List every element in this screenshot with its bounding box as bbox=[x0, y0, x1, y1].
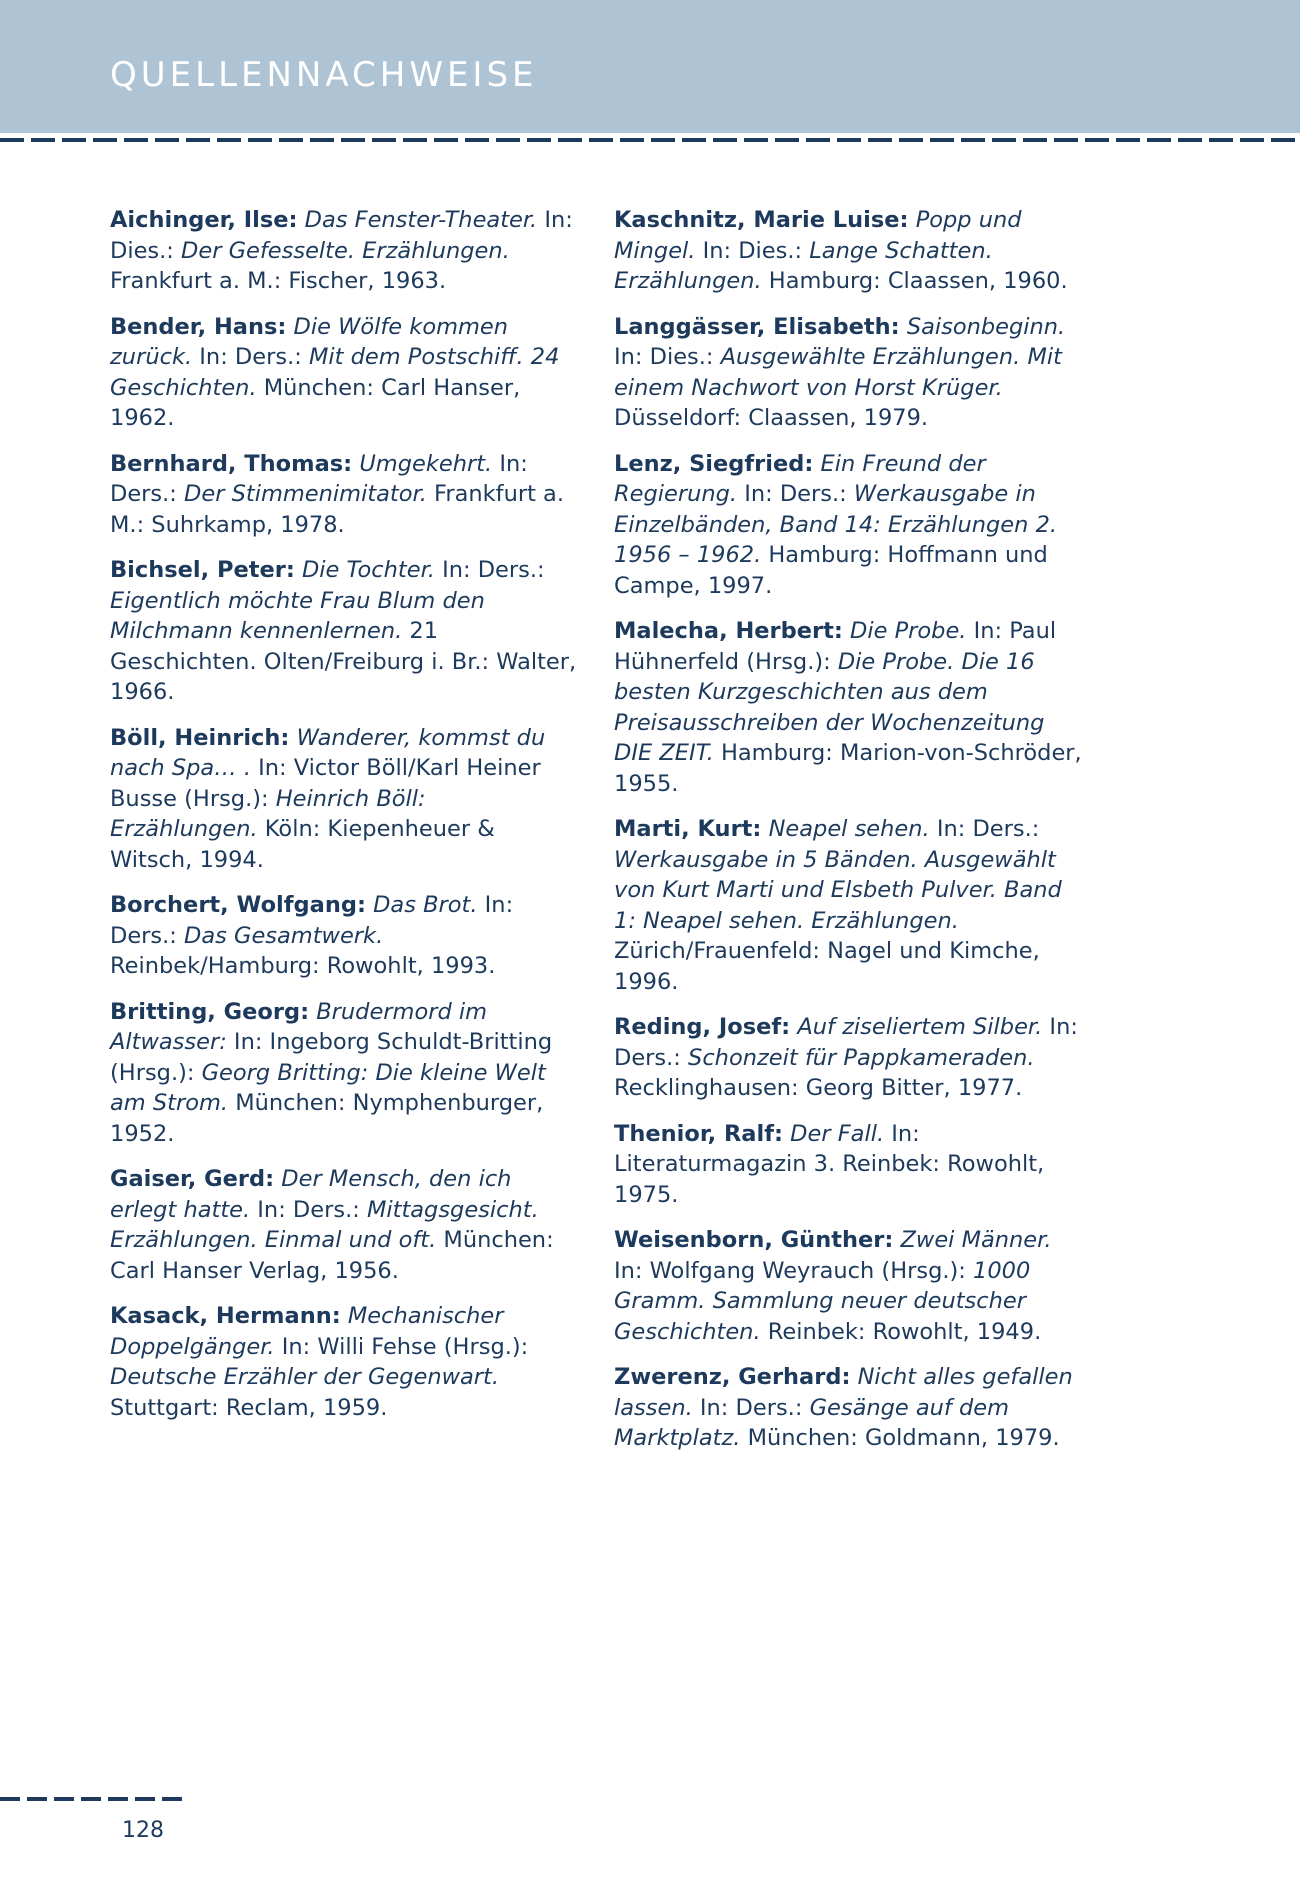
reference-entry bbox=[614, 616, 1084, 799]
reference-work-title: Neapel sehen. bbox=[768, 816, 930, 842]
reference-author: Reding, Josef: bbox=[614, 1014, 791, 1040]
reference-entry bbox=[110, 312, 580, 434]
reference-text: In: Ders.: bbox=[692, 1394, 810, 1421]
reference-entry bbox=[110, 205, 580, 297]
reference-entry bbox=[110, 1301, 580, 1423]
reference-text: Recklinghausen: Georg Bitter, 1977. bbox=[614, 1075, 1023, 1101]
references-left-column bbox=[110, 205, 580, 1438]
reference-entry bbox=[110, 723, 580, 876]
reference-work-title: Wanderer, kommst du nach Spa… . bbox=[110, 724, 546, 781]
page-title: QUELLENNACHWEISE bbox=[110, 55, 538, 95]
reference-author: Aichinger, Ilse: bbox=[110, 207, 298, 233]
reference-text: In: Ders.: bbox=[614, 1014, 1078, 1071]
reference-entry bbox=[614, 1012, 1084, 1104]
reference-author: Kasack, Hermann: bbox=[110, 1303, 341, 1329]
reference-author: Britting, Georg: bbox=[110, 998, 310, 1025]
reference-work-title: Saisonbeginn. bbox=[906, 313, 1066, 340]
reference-work-title: Mechanischer Doppelgänger. bbox=[110, 1303, 504, 1360]
reference-entry bbox=[110, 890, 580, 982]
reference-entry bbox=[614, 1362, 1084, 1454]
reference-text: München: Goldmann, 1979. bbox=[740, 1425, 1060, 1451]
reference-entry bbox=[614, 449, 1084, 602]
reference-work-title: Der Fall. bbox=[790, 1120, 885, 1147]
reference-work-title: Der Gefesselte. Erzählungen. bbox=[181, 237, 510, 264]
reference-text: München: Carl Hanser, 1962. bbox=[110, 374, 521, 431]
reference-entry bbox=[110, 1164, 580, 1286]
reference-text: Hamburg: Marion-von-Schröder, 1955. bbox=[614, 740, 1082, 797]
reference-author: Malecha, Herbert: bbox=[614, 618, 843, 644]
reference-text: Frankfurt a. M.: Suhrkamp, 1978. bbox=[110, 481, 564, 538]
reference-author: Weisenborn, Günther: bbox=[614, 1227, 894, 1253]
reference-entry bbox=[110, 449, 580, 541]
footer-dashed-rule bbox=[0, 1797, 184, 1801]
reference-text: In: Ders.: bbox=[737, 481, 854, 507]
reference-work-title: Lange Schatten. Erzählungen. bbox=[614, 237, 993, 294]
reference-entry bbox=[110, 555, 580, 708]
reference-work-title: Mit dem Postschiff. 24 Geschichten. bbox=[110, 344, 560, 401]
reference-work-title: Gesänge auf dem Marktplatz. bbox=[614, 1394, 1010, 1451]
reference-text: In: Ingeborg Schuldt-Britting (Hrsg.): bbox=[110, 1029, 553, 1086]
reference-work-title: Werkausgabe in 5 Bänden. Ausgewählt von Kurt Marti und Elsbeth Pulver. Band 1: Neapel sehen. Erzählungen. bbox=[614, 846, 1062, 934]
reference-work-title: Heinrich Böll: Erzählungen. bbox=[110, 785, 426, 842]
reference-entry bbox=[110, 997, 580, 1150]
reference-work-title: Ein Freund der Regierung. bbox=[614, 450, 986, 507]
reference-text: München: Nymphenburger, 1952. bbox=[110, 1090, 544, 1147]
references-right-column bbox=[614, 205, 1084, 1469]
reference-work-title: Das Fenster-Theater. bbox=[304, 207, 538, 233]
reference-text: In: Ders.: bbox=[929, 816, 1040, 842]
reference-text: Zürich/Frauenfeld: Nagel und Kimche, 1996. bbox=[614, 938, 1040, 995]
reference-text: In: Literaturmagazin 3. Reinbek: Rowohlt, 1975. bbox=[614, 1120, 1045, 1208]
reference-work-title: Eigentlich möchte Frau Blum den Milchmann kennenlernen. bbox=[110, 587, 485, 644]
reference-work-title: Der Mensch, den ich erlegt hatte. bbox=[110, 1166, 512, 1223]
reference-text: In: Willi Fehse (Hrsg.): bbox=[274, 1333, 529, 1360]
reference-text: München: Carl Hanser Verlag, 1956. bbox=[110, 1227, 554, 1284]
reference-author: Bender, Hans: bbox=[110, 313, 287, 340]
reference-author: Lenz, Siegfried: bbox=[614, 450, 814, 477]
reference-author: Bernhard, Thomas: bbox=[110, 450, 353, 477]
reference-work-title: Die Probe. bbox=[850, 618, 967, 644]
reference-author: Borchert, Wolfgang: bbox=[110, 892, 366, 918]
reference-entry bbox=[614, 814, 1084, 997]
reference-author: Zwerenz, Gerhard: bbox=[614, 1364, 851, 1390]
reference-author: Böll, Heinrich: bbox=[110, 724, 290, 751]
reference-text: Reinbek: Rowohlt, 1949. bbox=[760, 1318, 1042, 1345]
reference-author: Thenior, Ralf: bbox=[614, 1120, 783, 1147]
reference-text: In: Dies.: bbox=[110, 207, 573, 264]
reference-work-title: Nicht alles gefallen lassen. bbox=[614, 1364, 1073, 1421]
reference-text: Stuttgart: Reclam, 1959. bbox=[110, 1394, 388, 1421]
reference-work-title: Werkausgabe in Einzelbänden, Band 14: Erzählungen 2. 1956 – 1962. bbox=[614, 481, 1058, 568]
reference-text: In: Ders.: bbox=[192, 344, 309, 370]
reference-work-title: Mittagsgesicht. Erzählungen. Einmal und oft. bbox=[110, 1196, 539, 1253]
reference-work-title: Das Brot. bbox=[373, 892, 478, 918]
reference-author: Langgässer, Elisabeth: bbox=[614, 313, 900, 340]
reference-text: In: Ders.: bbox=[110, 892, 514, 949]
reference-work-title: Die Probe. Die 16 besten Kurzgeschichten aus dem Preisausschreiben der Wochenzeitung DIE ZEIT. bbox=[614, 648, 1045, 766]
reference-work-title: Zwei Männer. bbox=[900, 1227, 1052, 1253]
reference-work-title: Schonzeit für Pappkameraden. bbox=[688, 1044, 1035, 1071]
reference-text: 21 Geschichten. Olten/Freiburg i. Br.: Walter, 1966. bbox=[110, 618, 577, 705]
reference-author: Bichsel, Peter: bbox=[110, 557, 295, 583]
reference-text: In: Dies.: bbox=[695, 237, 810, 264]
reference-work-title: Brudermord im Altwasser: bbox=[110, 998, 488, 1055]
reference-text: Hamburg: Claassen, 1960. bbox=[761, 268, 1068, 294]
reference-entry bbox=[614, 1119, 1084, 1211]
reference-entry bbox=[614, 312, 1084, 434]
reference-text: In: Ders.: bbox=[110, 450, 528, 507]
reference-author: Kaschnitz, Marie Luise: bbox=[614, 207, 909, 233]
reference-text: In: Ders.: bbox=[434, 557, 545, 583]
reference-entry bbox=[614, 205, 1084, 297]
reference-text: In: Dies.: bbox=[614, 344, 721, 370]
reference-text: In: Wolfgang Weyrauch (Hrsg.): bbox=[614, 1257, 974, 1284]
reference-text: Köln: Kiepenheuer & Witsch, 1994. bbox=[110, 816, 495, 873]
reference-text: In: Paul Hühnerfeld (Hrsg.): bbox=[614, 618, 1057, 675]
reference-work-title: Die Wölfe kommen zurück. bbox=[110, 313, 509, 370]
reference-text: In: Victor Böll/Karl Heiner Busse (Hrsg.): bbox=[110, 755, 541, 812]
reference-work-title: Der Stimmenimitator. bbox=[184, 481, 427, 507]
reference-author: Gaiser, Gerd: bbox=[110, 1166, 275, 1192]
reference-text: In: Ders.: bbox=[250, 1196, 367, 1223]
reference-work-title: Das Gesamtwerk. bbox=[184, 922, 384, 949]
reference-text: Düsseldorf: Claassen, 1979. bbox=[614, 405, 929, 431]
reference-author: Marti, Kurt: bbox=[614, 816, 762, 842]
reference-text: Hamburg: Hoffmann und Campe, 1997. bbox=[614, 542, 1048, 599]
reference-work-title: Georg Britting: Die kleine Welt am Strom. bbox=[110, 1059, 546, 1116]
page-number: 128 bbox=[122, 1818, 164, 1843]
reference-work-title: 1000 Gramm. Sammlung neuer deutscher Geschichten. bbox=[614, 1257, 1031, 1345]
reference-work-title: Umgekehrt. bbox=[359, 450, 493, 477]
page-header bbox=[0, 0, 1300, 133]
reference-text: Reinbek/Hamburg: Rowohlt, 1993. bbox=[110, 953, 496, 979]
reference-text: Frankfurt a. M.: Fischer, 1963. bbox=[110, 268, 447, 294]
header-dashed-rule bbox=[0, 138, 1300, 142]
reference-work-title: Popp und Mingel. bbox=[614, 207, 1022, 264]
reference-work-title: Die Tochter. bbox=[301, 557, 435, 583]
reference-work-title: Auf ziseliertem Silber. bbox=[797, 1014, 1043, 1040]
reference-entry bbox=[614, 1225, 1084, 1347]
reference-work-title: Deutsche Erzähler der Gegenwart. bbox=[110, 1364, 500, 1390]
reference-work-title: Ausgewählte Erzählungen. Mit einem Nachwort von Horst Krüger. bbox=[614, 344, 1062, 401]
